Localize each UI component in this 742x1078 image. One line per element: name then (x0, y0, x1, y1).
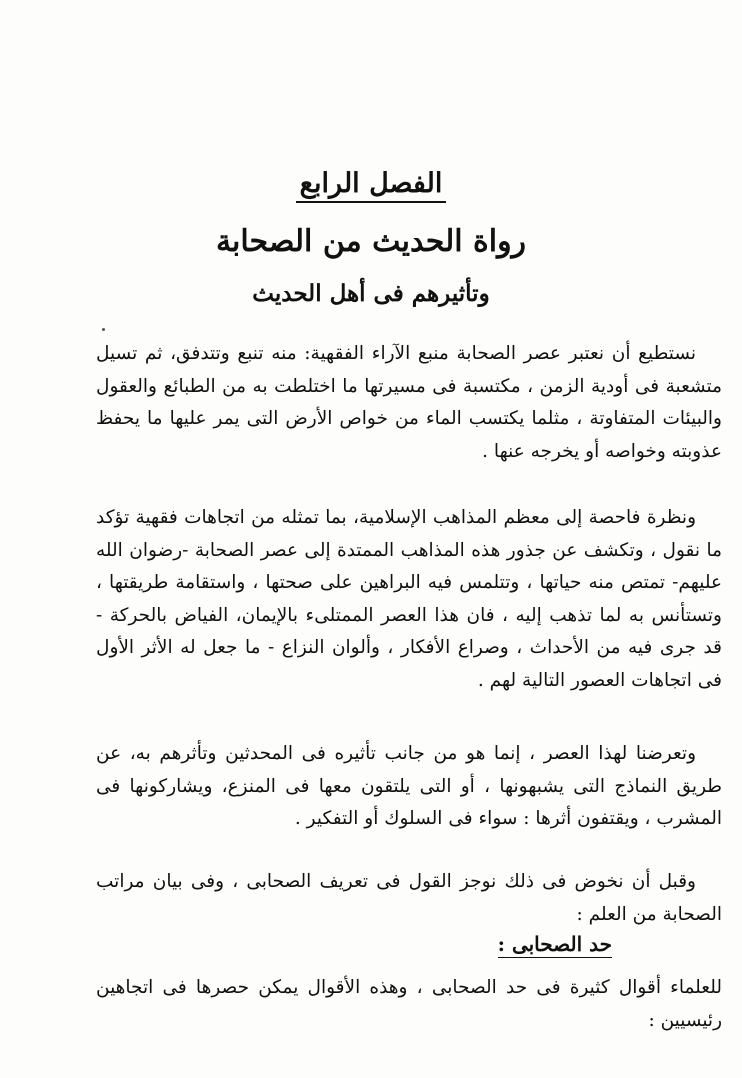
paragraph-3 (96, 738, 722, 836)
paragraph-1 (96, 338, 722, 468)
chapter-label (0, 168, 742, 199)
chapter-label-text: الفصل الرابع (296, 168, 447, 203)
paragraph-text: وتعرضنا لهذا العصر ، إنما هو من جانب تأثيره فى المحدثين وتأثرهم به، عن طريق النماذج التى يشبهونها ، أو التى يلتقون معها فى المنزع، ويشاركونها فى المشرب ، ويقتفون أثرها : سواء فى السلوك أو التفكير . (96, 743, 722, 829)
paragraph-5 (96, 972, 722, 1037)
paragraph-text: نستطيع أن نعتبر عصر الصحابة منبع الآراء الفقهية: منه تنبع وتتدفق، ثم تسيل متشعبة فى أودية الزمن ، مكتسبة فى مسيرتها ما اختلطت به من الطبائع والعقول والبيئات المتفاوتة ، مثلما يكتسب الماء من خواص الأرض التى يمر عليها ما يحفظ عذوبته وخواصه أو يخرجه عنها . (96, 343, 722, 462)
paragraph-text: للعلماء أقوال كثيرة فى حد الصحابى ، وهذه الأقوال يمكن حصرها فى اتجاهين رئيسيين : (96, 977, 722, 1031)
section-subheading: حد الصحابى : (497, 932, 612, 956)
paragraph-4 (96, 866, 722, 931)
paragraph-2 (96, 502, 722, 697)
chapter-title: رواة الحديث من الصحابة (215, 224, 527, 259)
paragraph-text: ونظرة فاحصة إلى معظم المذاهب الإسلامية، بما تمثله من اتجاهات فقهية تؤكد ما نقول ، وتكشف عن جذور هذه المذاهب الممتدة إلى عصر الصحابة -رضوان الله عليهم- تمتص منه حياتها ، وتتلمس فيه البراهين على صحتها ، واستقامة طريقتها ، وتستأنس به لما تذهب إليه ، فان هذا العصر الممتلىء بالإيمان، الفياض بالحركة - قد جرى فيه من الأحداث ، وصراع الأفكار ، وألوان النزاع - ما جعل له الأثر الأول فى اتجاهات العصور التالية لهم . (96, 507, 722, 691)
paragraph-text: وقبل أن نخوض فى ذلك نوجز القول فى تعريف الصحابى ، وفى بيان مراتب الصحابة من العلم : (96, 871, 722, 925)
margin-mark (102, 328, 105, 331)
chapter-subtitle: وتأثيرهم فى أهل الحديث (252, 280, 490, 307)
